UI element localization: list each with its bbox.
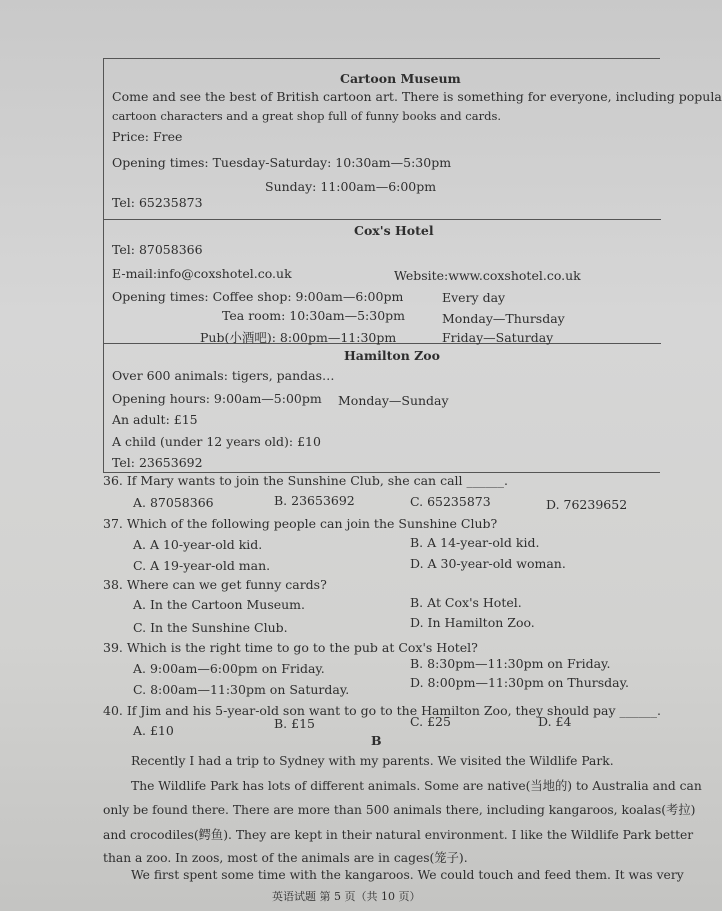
option-a: A. In the Cartoon Museum. — [133, 597, 306, 612]
option-b: B. At Cox's Hotel. — [410, 595, 522, 610]
option-c: C. A 19-year-old man. — [133, 558, 271, 573]
option-c: C. In the Sunshine Club. — [133, 620, 288, 635]
cartoon-museum-desc-line2: cartoon characters and a great shop full of funny books and cards. — [112, 109, 502, 123]
passage-line: We first spent some time with the kangaroos. We could touch and feed them. It was very — [131, 868, 684, 882]
coxs-hotel-pub-hours: Pub(小酒吧): 8:00pm—11:30pm — [200, 330, 397, 345]
option-c: C. 8:00am—11:30pm on Saturday. — [133, 682, 350, 697]
option-a: A. 9:00am—6:00pm on Friday. — [133, 661, 325, 676]
option-d: D. 76239652 — [546, 497, 628, 512]
option-c: C. 65235873 — [410, 494, 491, 509]
option-d: D. £4 — [538, 714, 572, 729]
coxs-hotel-coffee-days: Every day — [442, 290, 506, 305]
cartoon-museum-hours-sunday: Sunday: 11:00am—6:00pm — [265, 179, 437, 194]
passage-line: The Wildlife Park has lots of different animals. Some are native(当地的) to Australia and can — [131, 779, 702, 793]
hamilton-zoo-child-price: A child (under 12 years old): £10 — [112, 434, 321, 449]
passage-line: than a zoo. In zoos, most of the animals are in cages(笼子). — [103, 851, 468, 865]
coxs-hotel-tel: Tel: 87058366 — [112, 242, 203, 257]
question-stem: 37. Which of the following people can join the Sunshine Club? — [103, 516, 498, 531]
coxs-hotel-website: Website:www.coxshotel.co.uk — [394, 268, 581, 283]
option-b: B. A 14-year-old kid. — [410, 535, 540, 550]
option-d: D. In Hamilton Zoo. — [410, 615, 535, 630]
page-footer: 英语试题 第 5 页（共 10 页） — [272, 890, 421, 903]
cartoon-museum-desc-line1: Come and see the best of British cartoon art. There is something for everyone, including popula — [112, 89, 722, 104]
question-stem: 39. Which is the right time to go to the pub at Cox's Hotel? — [103, 640, 478, 655]
coxs-hotel-tea-days: Monday—Thursday — [442, 311, 565, 326]
section-b-heading: B — [371, 733, 382, 748]
hamilton-zoo-animals: Over 600 animals: tigers, pandas… — [112, 368, 335, 383]
hamilton-zoo-days: Monday—Sunday — [338, 393, 449, 408]
option-c: C. £25 — [410, 714, 451, 729]
cartoon-museum-price: Price: Free — [112, 129, 183, 144]
cartoon-museum-hours-weekday: Opening times: Tuesday-Saturday: 10:30am—5:30pm — [112, 155, 452, 170]
coxs-hotel-tea-hours: Tea room: 10:30am—5:30pm — [222, 308, 406, 323]
option-d: D. 8:00pm—11:30pm on Thursday. — [410, 675, 630, 690]
option-a: A. £10 — [133, 723, 174, 738]
info-table — [103, 58, 722, 473]
option-b: B. 8:30pm—11:30pm on Friday. — [410, 656, 611, 671]
hamilton-zoo-section — [104, 344, 661, 472]
hamilton-zoo-title: Hamilton Zoo — [344, 348, 440, 363]
question-stem: 36. If Mary wants to join the Sunshine Club, she can call ______. — [103, 473, 508, 488]
question-stem: 40. If Jim and his 5-year-old son want to go to the Hamilton Zoo, they should pay ______. — [103, 703, 662, 718]
cartoon-museum-section — [104, 59, 722, 220]
cartoon-museum-title: Cartoon Museum — [340, 71, 461, 86]
hamilton-zoo-adult-price: An adult: £15 — [112, 412, 198, 427]
option-b: B. £15 — [274, 716, 315, 731]
cartoon-museum-tel: Tel: 65235873 — [112, 195, 203, 210]
option-a: A. A 10-year-old kid. — [133, 537, 263, 552]
coxs-hotel-title: Cox's Hotel — [354, 223, 434, 238]
passage-line: only be found there. There are more than 500 animals there, including kangaroos, koalas(考拉) — [103, 803, 696, 817]
coxs-hotel-pub-days: Friday—Saturday — [442, 330, 554, 345]
option-d: D. A 30-year-old woman. — [410, 556, 566, 571]
option-b: B. 23653692 — [274, 493, 355, 508]
hamilton-zoo-tel: Tel: 23653692 — [112, 455, 203, 470]
passage-line: Recently I had a trip to Sydney with my parents. We visited the Wildlife Park. — [131, 754, 614, 768]
passage-line: and crocodiles(鳄鱼). They are kept in their natural environment. I like the Wildlife Park better — [103, 828, 694, 842]
coxs-hotel-email: E-mail:info@coxshotel.co.uk — [112, 266, 292, 281]
option-a: A. 87058366 — [133, 495, 214, 510]
coxs-hotel-section — [104, 220, 661, 344]
coxs-hotel-coffee-hours: Opening times: Coffee shop: 9:00am—6:00pm — [112, 289, 404, 304]
question-stem: 38. Where can we get funny cards? — [103, 577, 327, 592]
hamilton-zoo-hours: Opening hours: 9:00am—5:00pm — [112, 391, 322, 406]
